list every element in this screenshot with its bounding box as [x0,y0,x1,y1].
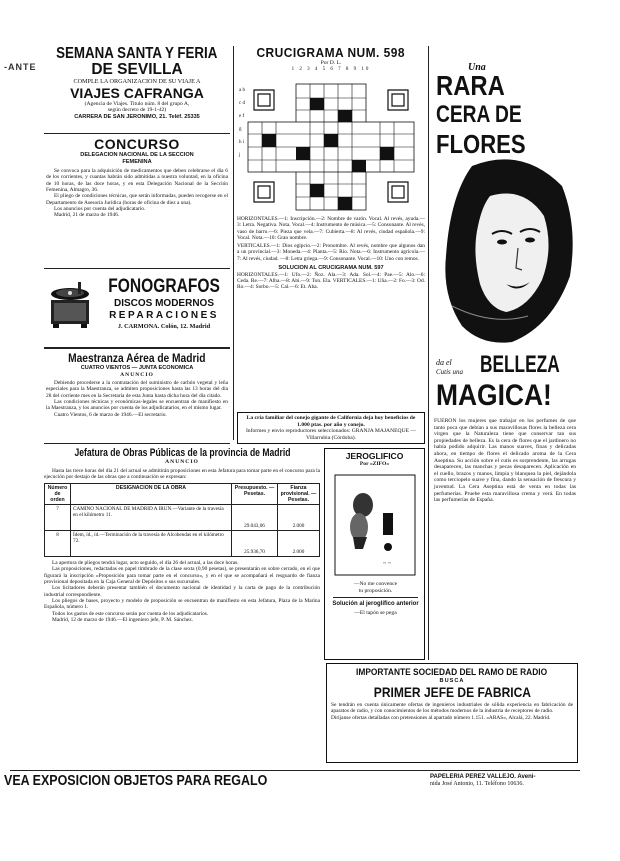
table-cell-budget: 29.043,06 [232,505,278,531]
belleza-ad [432,46,578,660]
table-row [45,531,320,557]
fonografos-line-3: REPARACIONES [109,310,219,321]
maestranza-paragraph-1: Debiendo procederse a la contratación del suministro de carbón vegetal y leña especiales para la Maestranza, se admiten proposiciones hasta las 13 horas del día 28 del corriente mes en la Secretaría de esta Junta hasta dicha hora del día citado. [46,380,228,399]
jeroglifico-author: Por «ZIFO» [359,461,390,467]
concurso-paragraph-1: Se convoca para la adquisición de medicamentos que deben celebrarse el día 6 de los corrientes, y cuantas habrán sido admitidas a nuestra voluntad, en la oficina de 10 horas, de las doce horas, y en esta Delegación Nacional de la Sección Femenina, Almagro, 36. [46,168,228,194]
concurso-title: CONCURSO [94,136,180,152]
column-rule-2 [428,46,429,660]
crucigrama-title: CRUCIGRAMA NUM. 598 [256,45,406,60]
maestranza-line-3: ANUNCIO [120,371,154,378]
fonografos-line-2: DISCOS MODERNOS [113,298,214,309]
concurso-paragraph-3: Los anuncios por cuenta del adjudicatario. [54,205,146,212]
table-cell-desc: Ídem, íd., íd.—Terminación de la travesía de Alcobendas en el kilómetro 72. [71,531,232,557]
concurso-paragraph-2: El pliego de condiciones técnicas, que serán informadas, pueden recogerse en el Departamento de Asesoría Jurídica (horas de oficina de diez a una). [46,193,228,206]
semana-title-2: DE SEVILLA [91,61,183,78]
table-cell-desc: CAMINO NACIONAL DE MADRID A IRUN.—Variante de la travesía en el kilómetro 11. [71,505,232,531]
jeroglifico-image [333,473,417,577]
fonografos-title: FONOGRAFOS [108,276,220,297]
concurso-subtitle-1: DELEGACION NACIONAL DE LA SECCION [80,152,194,158]
concurso-ad [46,137,228,219]
crucigrama-top-letters: 1 2 3 4 5 6 7 8 9 10 [291,66,371,72]
sociedad-busca: BUSCA [439,678,465,684]
maestranza-line-2: CUATRO VIENTOS — JUNTA ECONOMICA [80,365,194,371]
crucigrama-side-letters: a b c d e f g h i j [239,88,245,158]
crucigrama-horizontales: HORIZONTALES.—1: Inscripción.—2: Nombre de varón. Vocal. Al revés, ayuda.—3: Letra. Negativa. Nota. Vocal.—4: Instrumento de música.—5: Consonante. Al revés, vaso de barro.—6: Pieza que vela.—7: Cubierta.—8: Al revés, ciudad española.—9: Vocal. Nota.—10: Gran nombre. [237,216,425,241]
divider-1 [44,133,230,134]
table-cell-num: 7 [45,505,71,531]
granja-line-1: La cría familiar del conejo gigante de California deja hoy beneficios de 1.000 ptas. por año y conejo. [246,415,416,428]
table-header-desc: DESIGNACION DE LA OBRA [71,484,232,505]
jefatura-intro: Hasta las trece horas del día 21 del actual se admitirán proposiciones en esta Jefatura para tomar parte en el concurso para la ejecución por destajo de las obras que a continuación se expresan: [44,467,320,480]
woman-portrait [432,156,578,348]
concurso-subtitle-2: FEMENINA [122,158,152,165]
footer-right-line-1: PAPELERIA PEREZ VALLEJO. Aveni- [430,774,536,780]
crucigrama-soluciones: HORIZONTALES.—1: Ufo.—2: Ñoz. Ala.—3: Ada. Sol.—4: Pae.—5: Alo.—6: Ceda. Re.—7: Alba.—8: Abi.—9: Ton. Ela. VERTICALES.—1: Uña.—2: Fo.—3: Od. Ro.—4: Sorbo.—5: Cal.—6: Et. Aba. [237,271,425,291]
svg-text:~ ~: ~ ~ [383,561,391,567]
belleza-line-1: RARA [436,70,505,101]
belleza-line-3: FLORES [436,129,526,159]
granja-ad [237,412,425,444]
maestranza-ad [46,352,228,418]
table-cell-bond: 2.000 [278,505,320,531]
semana-line-7: CARRERA DE SAN JERONIMO, 21. Teléf. 25335 [74,113,200,120]
jefatura-paragraph-2: Las proposiciones, redactadas en papel timbrado de la clase sexta (0,90 pesetas), se presentarán en sobre cerrado, en el que figurará la inscripción «Proposición para tomar parte en el concurso», y en el que se acompañará el resguardo de fianza provisional depositada en la Caja General de Depósitos o sus sucursales. [44,566,320,586]
sociedad-role: PRIMER JEFE DE FABRICA [373,683,531,700]
crucigrama-soluciones-title: SOLUCION AL CRUCIGRAMA NUM. 597 [278,265,384,272]
fonografos-ad [44,272,232,344]
semana-agency: VIAJES CAFRANGA [70,84,204,101]
semana-line-5: (Agencia de Viajes. Titulo núm. 8 del grupo A, [84,100,190,107]
divider-4 [44,443,230,444]
belleza-da: da el [436,358,452,367]
fonografos-line-4: J. CARMONA. Colón, 12. Madrid [117,323,211,330]
maestranza-title: Maestranza Aérea de Madrid [68,351,206,365]
jeroglifico-solucion-text: —El tapón se pega [354,609,397,616]
jefatura-table [44,483,320,557]
crucigrama [237,46,425,73]
belleza-top-word: Una [468,62,486,73]
belleza-outline: Cutis una [436,368,464,376]
divider-2 [44,268,230,269]
sociedad-ad [326,663,578,763]
footer-right-line-2: nida José Antonio, 11. Teléfono 10636. [430,781,524,787]
jefatura-date: Madrid, 12 de marzo de 1946.—El ingeniero jefe, P. M. Sánchez. [52,616,194,623]
semana-line-6: según decreto de 19-1-42) [107,107,167,114]
maestranza-date: Cuatro Vientos, 6 de marzo de 1946.—El secretario. [54,411,167,418]
table-cell-bond: 2.000 [278,531,320,557]
table-header-budget: Presupuesto. — Pesetas. [232,484,278,505]
table-header-bond: Fianza provisional. — Pesetas. [278,484,320,505]
granja-line-2: Informes y envío reproductores seleccionados: GRANJA MAJANEQUE — Villarrubia (Córdoba). [245,428,417,441]
table-cell-budget: 25.936,70 [232,531,278,557]
jeroglifico-solucion [327,601,424,616]
belleza-text: FUERON los mujeres que trabajar en los perfumes de que tanto poca que debían a sus maravillosas flores la belleza cera virgen que la Naturaleza tiene que conservar tan sus propiedades de belleza. Es la cera de flores que el jardinero no había podido adquirir. Las manos suaves, finas y delicadas ahora, en tiempo de flores el delicado aroma de la Cera Aseptina. Su acción sobre el cutis es sorprendente, las arrugas desaparecen, las manchas y pecas desaparecen. Aplicación en el cuello, brazos y manos, limpia y blanquea la piel, dejándola como terciopelo suave y fina, dando la sensación de frescura y juventud. La Cera Aseptina está de venta en todas las perfumerías. Pruebe esta maravillosa crema y verá. En todas las perfumerías de España. [434,418,576,504]
divider-3 [44,347,230,349]
jeroglifico-caption-2: tu proposición. [358,587,393,594]
table-cell-num: 8 [45,531,71,557]
footer-divider [10,770,580,771]
jefatura-title: Jefatura de Obras Públicas de la provincia de Madrid [74,447,291,459]
belleza-word-1: BELLEZA [480,351,560,378]
crucigrama-author: Por D. L. [320,60,342,66]
footer-right [430,774,580,788]
column-rule-1 [233,46,234,440]
jeroglifico-divider [333,597,418,598]
jeroglifico-solucion-title: Solución al jeroglífico anterior [332,601,419,607]
sociedad-text-1: Se tendrán en cuenta únicamente ofertas de ingenieros industriales de sólida experiencia en fabricación de aparatos de radio, y con conocimientos de los métodos modernos de la industria de receptores de radio. [331,701,573,714]
crucigrama-verticales: VERTICALES.—1: Dios egipcio.—2: Pronombre. Al revés, nombre que algunos dan a un provincial.—3: Moneda.—4: Planta.—5: Río. Nota.—6: Instrumento agrícola.—7: Al revés, ciudad. —8: Letra griega.—9: Consonante. Vocal.—10: Uno con remos. [237,243,425,262]
jefatura-paragraph-1: La apertura de pliegos tendrá lugar, acto seguido, el día 26 del actual, a las doce horas. [52,560,239,567]
jefatura-subtitle: ANUNCIO [165,459,199,465]
sociedad-title: IMPORTANTE SOCIEDAD DEL RAMO DE RADIO [356,667,548,678]
jeroglifico-title: JEROGLIFICO [345,451,404,461]
table-header-num: Número de orden [45,484,71,505]
maestranza-paragraph-2: Las condiciones técnicas y económicas-legales se encuentran de manifiesto en la Maestranza, y los anuncios por cuenta de los adjudicatarios, en el mismo lugar. [46,399,228,412]
gramophone-icon [48,276,92,330]
jefatura-ad [44,447,320,623]
jefatura-paragraph-5: Todos los gastos de este concurso serán por cuenta de los adjudicatarios. [52,610,209,617]
jeroglifico [324,448,425,660]
semana-title-1: SEMANA SANTA Y FERIA [56,45,218,62]
belleza-word-2: MAGICA! [436,379,552,412]
table-row [45,505,320,531]
crucigrama-clues [237,216,425,291]
jeroglifico-caption-1: —No me convence [353,581,398,587]
semana-santa-ad [42,46,232,120]
semana-line-3: COMPLE LA ORGANIZACION DE SU VIAJE A [73,78,201,85]
jeroglifico-caption [327,581,424,594]
jefatura-paragraph-3: Los licitadores deberán presentar también el documento nacional de identidad y la carta de pago de la contribución industrial correspondiente. [44,585,320,598]
margin-mark: -ANTE [4,62,37,72]
concurso-date: Madrid, 21 de marzo de 1946. [54,212,120,219]
crossword-grid [246,82,416,212]
footer-left: VEA EXPOSICION OBJETOS PARA REGALO [4,773,268,789]
belleza-line-2: CERA DE [436,101,522,128]
sociedad-text-2: Dirijanse ofertas detalladas con pretensiones al apartado número 1.151. «ARAS», Alcalá, 22. Madrid. [331,715,551,722]
jefatura-paragraph-4: Los pliegos de bases, proyecto y modelo de proposición se encuentran de manifiesto en esta Jefatura, Plaza de la Marina Española, número 1. [44,597,320,611]
